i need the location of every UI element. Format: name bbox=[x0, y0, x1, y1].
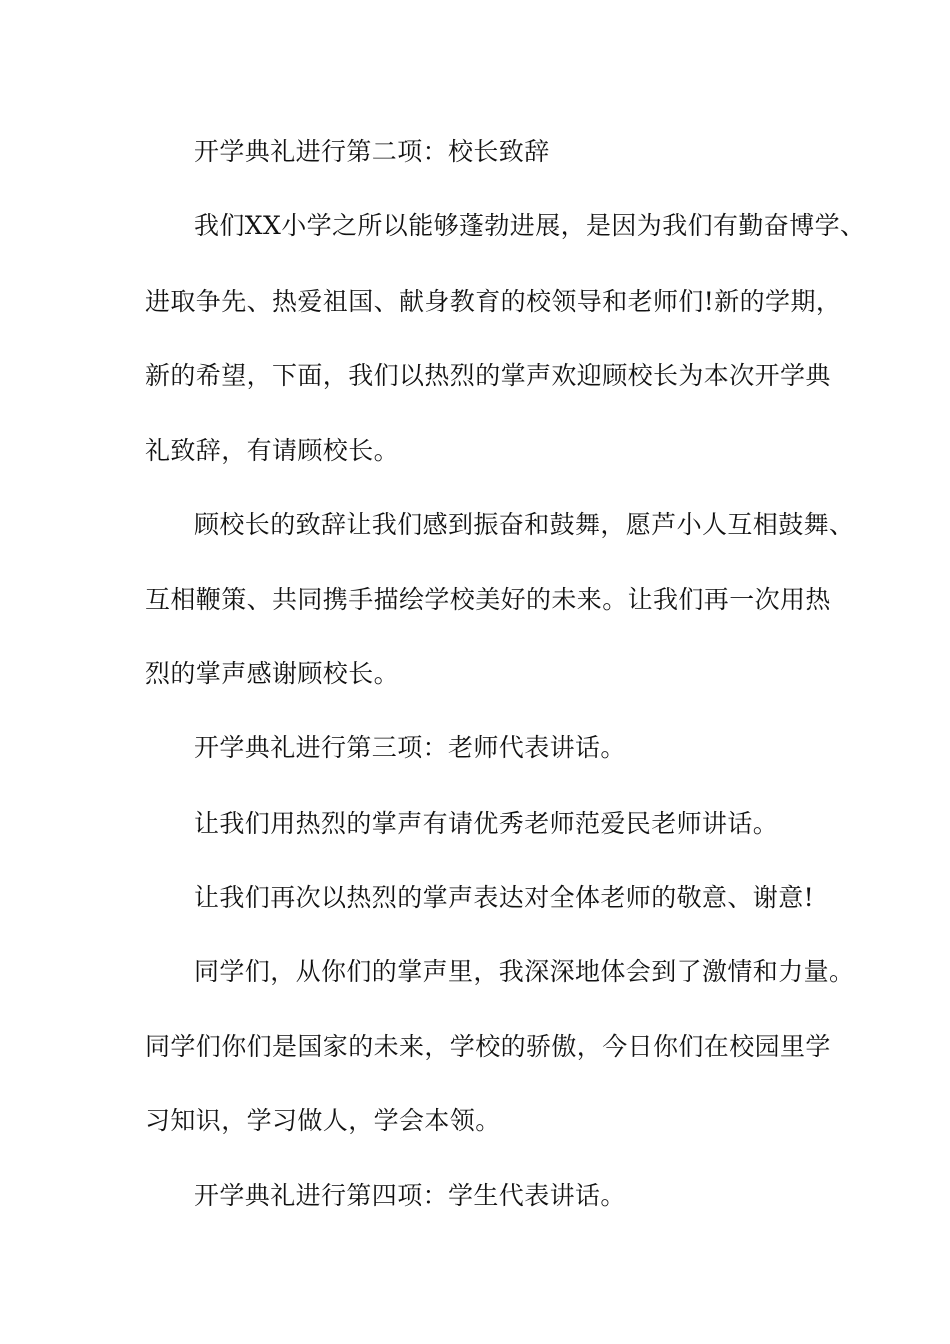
paragraph-line: 新的希望，下面，我们以热烈的掌声欢迎顾校长为本次开学典 bbox=[145, 361, 831, 390]
paragraph-line: 同学们，从你们的掌声里，我深深地体会到了激情和力量。 bbox=[194, 957, 855, 986]
paragraph-line: 我们XX小学之所以能够蓬勃进展，是因为我们有勤奋博学、 bbox=[194, 211, 866, 240]
paragraph-line: 习知识，学习做人，学会本领。 bbox=[145, 1106, 501, 1135]
paragraph-line: 烈的掌声感谢顾校长。 bbox=[145, 659, 400, 688]
paragraph-line: 让我们再次以热烈的掌声表达对全体老师的敬意、谢意! bbox=[194, 883, 815, 912]
paragraph-line: 礼致辞，有请顾校长。 bbox=[145, 436, 400, 465]
paragraph-line: 让我们用热烈的掌声有请优秀老师范爱民老师讲话。 bbox=[194, 809, 779, 838]
paragraph-line: 同学们你们是国家的未来，学校的骄傲，今日你们在校园里学 bbox=[145, 1032, 831, 1061]
paragraph-line: 互相鞭策、共同携手描绘学校美好的未来。让我们再一次用热 bbox=[145, 585, 831, 614]
heading-item-three: 开学典礼进行第三项：老师代表讲话。 bbox=[194, 733, 626, 762]
paragraph-line: 进取争先、热爱祖国、献身教育的校领导和老师们!新的学期， bbox=[145, 287, 842, 316]
heading-item-four: 开学典礼进行第四项：学生代表讲话。 bbox=[194, 1181, 626, 1210]
paragraph-line: 顾校长的致辞让我们感到振奋和鼓舞，愿芦小人互相鼓舞、 bbox=[194, 510, 855, 539]
heading-item-two: 开学典礼进行第二项：校长致辞 bbox=[194, 137, 550, 166]
